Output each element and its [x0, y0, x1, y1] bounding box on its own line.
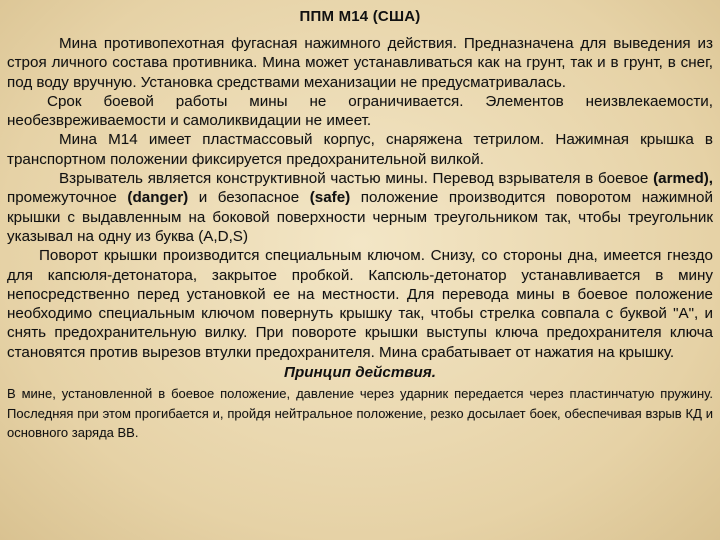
fuse-text-b: промежуточное [7, 189, 128, 207]
slide-content [7, 8, 713, 443]
title-text: ППМ М14 (США) [299, 8, 421, 25]
fuse-text-d: положение производится поворотом нажимной крышки с выдавленным на боковой поверхности черным треугольником так, чтобы треугольник указывал на одну из буква (A,D,S) [7, 189, 713, 245]
danger-term: (danger) [127, 189, 189, 207]
fuse-text-c: и безопасное [188, 189, 310, 207]
section-heading: Принцип действия. [284, 364, 436, 382]
paragraph-fuse [7, 169, 713, 246]
armed-term: (armed), [653, 170, 713, 188]
paragraph-service-life: Срок боевой работы мины не ограничивается. Элементов неизвлекаемости, необезвреживаемости и самоликвидации не имеет. [7, 92, 713, 130]
safe-term: (safe) [309, 189, 351, 207]
page-title [7, 8, 713, 25]
fuse-text-a: Взрыватель является конструктивной частью мины. Перевод взрывателя в боевое [59, 170, 654, 188]
paragraph-description: Мина противопехотная фугасная нажимного действия. Предназначена для выведения из строя личного состава противника. Мина может устанавливаться как на грунт, так и в грунт, в снег, под воду вручную. Установка средствами механизации не предусматривалась. [7, 35, 713, 91]
paragraph-arming: Поворот крышки производится специальным ключом. Снизу, со стороны дна, имеется гнездо для капсюля-детонатора, закрытое пробкой. Капсюль-детонатор устанавливается в мину непосредственно перед установкой ее на местности. Для перевода мины в боевое положение необходимо специальным ключом повернуть крышку так, чтобы стрелка совпала с буквой "А", и снять предохранительную вилку. При повороте крышки выступы ключа предохранителя ключа становятся против вырезов втулки предохранителя. Мина срабатывает от нажатия на крышку. [7, 247, 713, 361]
paragraph-principle: В мине, установленной в боевое положение, давление через ударник передается через пластинчатую пружину. Последняя при этом прогибается и, пройдя нейтральное положение, резко досылает боек, обеспечивая взрыв КД и основного заряда ВВ. [7, 386, 713, 441]
paragraph-body: Мина М14 имеет пластмассовый корпус, снаряжена тетрилом. Нажимная крышка в транспортном положении фиксируется предохранительной вилкой. [7, 131, 713, 168]
